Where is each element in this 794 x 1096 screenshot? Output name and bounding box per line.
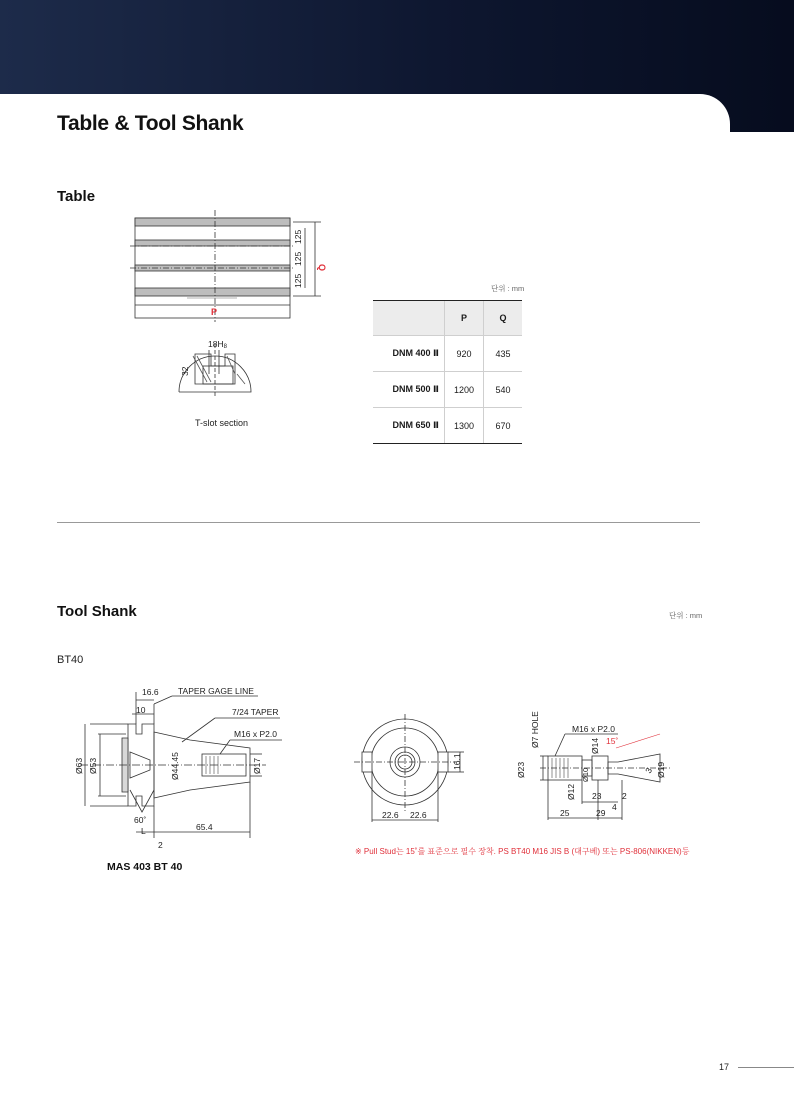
section-divider <box>57 522 700 523</box>
spec-table-header-row <box>373 301 522 336</box>
angle-60-label: 60˚ <box>134 815 147 825</box>
flange-end-view-drawing <box>340 712 475 830</box>
dia-23-label: Ø23 <box>516 761 526 778</box>
dia-19-label: Ø19 <box>656 761 666 778</box>
row-q: 670 <box>484 408 523 444</box>
thread-label: M16 x P2.0 <box>234 729 277 739</box>
dia-17-label: Ø17 <box>252 757 262 774</box>
tool-subtype-label: BT40 <box>57 654 84 666</box>
dia-14-label: Ø14 <box>590 737 600 754</box>
label-q: Q <box>317 264 327 272</box>
dia-63-label: Ø63 <box>74 757 84 774</box>
dim-29-label: 29 <box>596 808 606 818</box>
slot-depth-label: 32 <box>180 366 190 376</box>
table-row <box>373 408 522 444</box>
row-p: 1300 <box>445 408 484 444</box>
dim-23-label: 23 <box>592 791 602 801</box>
dim-l-label: L <box>141 826 146 836</box>
table-unit-label: 단위 : mm <box>491 284 525 293</box>
dim-65-4: 65.4 <box>196 822 213 832</box>
row-p: 1200 <box>445 372 484 408</box>
table-row <box>373 372 522 408</box>
dim-22-6-right: 22.6 <box>410 810 427 820</box>
page-number-rule <box>738 1067 794 1068</box>
t-slot-section-drawing <box>175 334 265 434</box>
page-title: Table & Tool Shank <box>57 112 244 135</box>
spec-table-header-model <box>373 301 445 336</box>
stud-angle-label: 15˚ <box>606 736 619 746</box>
tool-unit-label: 단위 : mm <box>669 611 703 620</box>
dim-22-6-left: 22.6 <box>382 810 399 820</box>
dia-10-label: Ø10 <box>581 767 590 782</box>
page-number: 17 <box>719 1062 730 1072</box>
t-slot-caption: T-slot section <box>195 418 249 428</box>
pull-stud-note: ※ Pull Stud는 15˚를 표준으로 필수 장착. PS BT40 M16 JIS B (대구베) 또는 PS-806(NIKKEN)등 <box>355 847 690 856</box>
row-model: DNM 650 Ⅱ <box>373 408 445 444</box>
row-model: DNM 400 Ⅱ <box>373 336 445 372</box>
spec-table-header-p: P <box>445 301 484 336</box>
dim-125-mid: 125 <box>293 251 303 266</box>
label-p: P <box>211 307 218 317</box>
dim-2-stud-label: 2 <box>622 791 627 801</box>
row-p: 920 <box>445 336 484 372</box>
taper-ratio-label: 7/24 TAPER <box>232 707 279 717</box>
dim-3-label: 3 <box>643 765 655 775</box>
dia-44-label: Ø44.45 <box>170 752 180 780</box>
dim-10: 10 <box>136 705 146 715</box>
dim-16-6: 16.6 <box>142 687 159 697</box>
dim-25-label: 25 <box>560 808 570 818</box>
dim-125-bottom: 125 <box>293 273 303 288</box>
row-model: DNM 500 Ⅱ <box>373 372 445 408</box>
spec-table <box>373 300 522 444</box>
pull-stud-drawing <box>510 708 680 826</box>
spec-table-header-q: Q <box>484 301 523 336</box>
tool-shank-caption: MAS 403 BT 40 <box>107 861 183 873</box>
tool-section-title: Tool Shank <box>57 603 137 620</box>
dim-16-1: 16.1 <box>452 753 462 770</box>
slot-width-label: 18H8 <box>208 339 227 350</box>
stud-thread-label: M16 x P2.0 <box>572 724 615 734</box>
hole-label: Ø7 HOLE <box>530 711 540 748</box>
row-q: 435 <box>484 336 523 372</box>
dim-2-label: 2 <box>158 840 163 850</box>
taper-gage-line-label: TAPER GAGE LINE <box>178 686 254 696</box>
table-section-title: Table <box>57 188 96 205</box>
tool-shank-drawing <box>70 682 290 854</box>
row-q: 540 <box>484 372 523 408</box>
dia-12-label: Ø12 <box>566 783 576 800</box>
table-top-drawing <box>125 210 335 330</box>
dim-125-top: 125 <box>293 229 303 244</box>
table-row <box>373 336 522 372</box>
dia-53-label: Ø53 <box>88 757 98 774</box>
dim-4-label: 4 <box>612 802 617 812</box>
